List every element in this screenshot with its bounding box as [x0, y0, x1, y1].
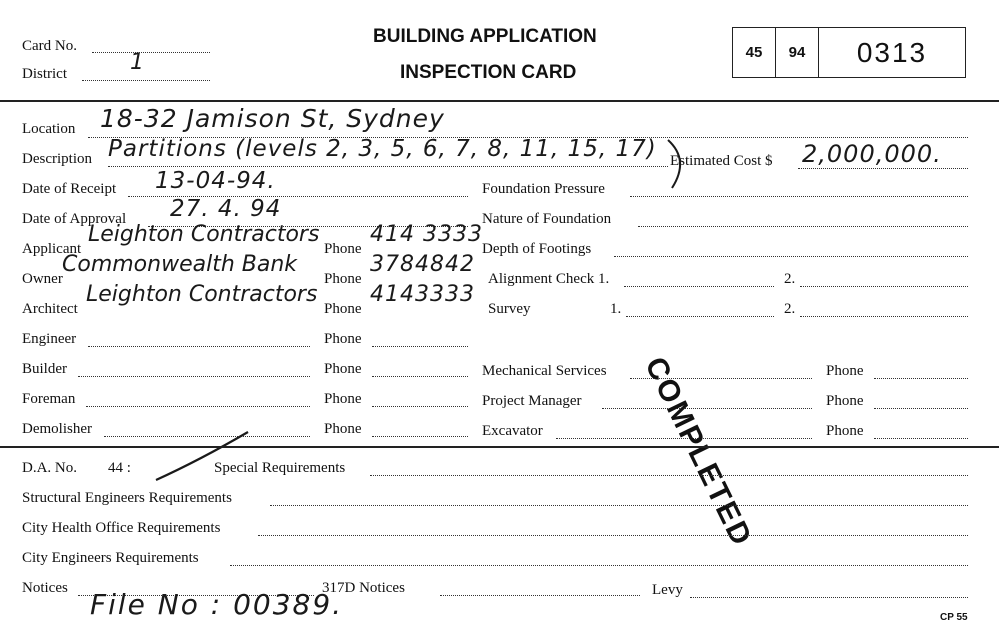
excavator-label: Excavator: [482, 423, 543, 439]
owner-label: Owner: [22, 271, 63, 287]
foreman-label: Foreman: [22, 391, 76, 407]
city-eng-field[interactable]: [230, 565, 968, 566]
file-no-value: File No : 00389.: [90, 588, 344, 621]
form-title-line1: BUILDING APPLICATION: [373, 26, 597, 47]
survey-two-label: 2.: [784, 301, 796, 317]
levy-field[interactable]: [690, 597, 968, 598]
location-label: Location: [22, 121, 76, 137]
levy-label: Levy: [652, 582, 683, 598]
notices-label: Notices: [22, 580, 68, 596]
date-approval-value: 27. 4. 94: [170, 196, 282, 222]
foundation-pressure-label: Foundation Pressure: [482, 181, 605, 197]
city-eng-label: City Engineers Requirements: [22, 550, 199, 566]
mechanical-label: Mechanical Services: [482, 363, 607, 379]
description-close-paren-mark: [668, 140, 680, 188]
architect-label: Architect: [22, 301, 78, 317]
alignment-check-label: Alignment Check 1.: [488, 271, 610, 287]
builder-label: Builder: [22, 361, 67, 377]
estimated-cost-label: Estimated Cost $: [670, 153, 773, 169]
applicant-phone-value: 414 3333: [370, 222, 483, 247]
demolisher-phone-label: Phone: [324, 421, 362, 437]
engineer-phone-label: Phone: [324, 331, 362, 347]
survey-label: Survey: [488, 301, 531, 317]
architect-phone-label: Phone: [324, 301, 362, 317]
completed-stamp: COMPLETED: [638, 352, 759, 552]
estimated-cost-value: 2,000,000.: [802, 140, 942, 168]
architect-phone-value: 4143333: [370, 282, 475, 307]
excavator-phone-label: Phone: [826, 423, 864, 439]
structural-field[interactable]: [270, 505, 968, 506]
number-box-a-text: 45: [745, 44, 763, 61]
form-title-line2: INSPECTION CARD: [400, 62, 577, 83]
foreman-phone-label: Phone: [324, 391, 362, 407]
applicant-phone-label: Phone: [324, 241, 362, 257]
location-value: 18-32 Jamison St, Sydney: [100, 104, 445, 133]
number-box-b-text: 94: [788, 44, 806, 61]
date-receipt-value: 13-04-94.: [155, 168, 276, 194]
applicant-label: Applicant: [22, 241, 82, 257]
mechanical-phone-label: Phone: [826, 363, 864, 379]
notices-317d-field[interactable]: [440, 595, 640, 596]
da-no-label: D.A. No.: [22, 460, 77, 476]
lower-divider: [0, 446, 999, 448]
demolisher-label: Demolisher: [22, 421, 92, 437]
notices-317d-label: 317D Notices: [322, 580, 405, 596]
form-code: CP 55: [940, 612, 968, 623]
alignment-two-label: 2.: [784, 271, 796, 287]
engineer-label: Engineer: [22, 331, 77, 347]
owner-value: Commonwealth Bank: [62, 252, 298, 277]
owner-phone-value: 3784842: [370, 252, 475, 277]
da-no-value: 44 :: [108, 460, 131, 476]
depth-footings-label: Depth of Footings: [482, 241, 592, 257]
description-label: Description: [22, 151, 92, 167]
nature-foundation-label: Nature of Foundation: [482, 211, 612, 227]
special-req-label: Special Requirements: [214, 460, 346, 476]
district-value: 1: [130, 50, 145, 75]
card-number-text: 0313: [856, 36, 928, 68]
applicant-value: Leighton Contractors: [88, 222, 320, 247]
project-manager-phone-label: Phone: [826, 393, 864, 409]
owner-phone-label: Phone: [324, 271, 362, 287]
project-manager-label: Project Manager: [482, 393, 582, 409]
district-label: District: [22, 66, 67, 82]
special-req-field[interactable]: [370, 475, 968, 476]
date-approval-label: Date of Approval: [22, 211, 127, 227]
builder-phone-label: Phone: [324, 361, 362, 377]
survey-one-label: 1.: [610, 301, 622, 317]
description-value: Partitions (levels 2, 3, 5, 6, 7, 8, 11, 15, 17): [108, 136, 657, 162]
card-no-label: Card No.: [22, 38, 77, 54]
health-field[interactable]: [258, 535, 968, 536]
health-label: City Health Office Requirements: [22, 520, 221, 536]
date-receipt-label: Date of Receipt: [22, 181, 117, 197]
architect-value: Leighton Contractors: [86, 282, 318, 307]
structural-label: Structural Engineers Requirements: [22, 490, 232, 506]
